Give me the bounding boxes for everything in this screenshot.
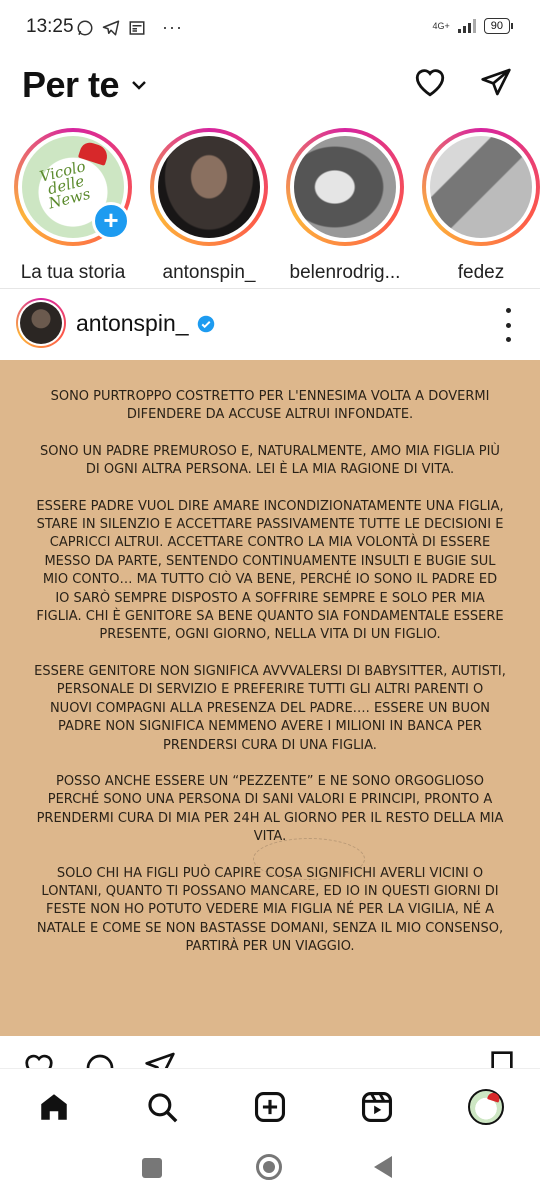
home-button[interactable] (256, 1154, 282, 1180)
direct-messages-button[interactable] (476, 62, 516, 102)
post-author[interactable] (76, 310, 215, 337)
news-icon (128, 19, 146, 37)
nav-search[interactable] (142, 1087, 182, 1127)
story-label: La tua storia (20, 262, 126, 283)
system-nav-bar (0, 1140, 540, 1200)
post-username: antonspin_ (76, 310, 189, 336)
home-icon (37, 1090, 71, 1124)
reels-icon (360, 1090, 394, 1124)
search-icon (145, 1090, 179, 1124)
status-bar (0, 0, 540, 56)
create-icon (253, 1090, 287, 1124)
telegram-icon (102, 19, 120, 37)
post-paragraph: SOLO CHI HA FIGLI PUÒ CAPIRE COSA SIGNIFICHI AVERLI VICINI O LONTANI, QUANTO TI POSSANO MANCARE, ED IO IN QUESTI GIORNI DI FESTE NON HO POTUTO VEDERE MIA FIGLIA NÉ PER LA VIGILIA, NÉ A NATALE E COME SE NON BASTASSE DOMANI, SENZA IL MIO CONSENSO, PARTIRÀ PER UN VIAGGIO. (36, 865, 504, 955)
plus-icon: + (103, 205, 119, 235)
story-label: fedez (457, 262, 505, 283)
post-paragraph: SONO PURTROPPO COSTRETTO PER L'ENNESIMA VOLTA A DOVERMI DIFENDERE DA ACCUSE ALTRUI INFONDATE. (50, 389, 490, 423)
post-author-avatar[interactable] (16, 298, 66, 348)
story-belenrodriguez[interactable] (280, 128, 410, 284)
feed-selector[interactable] (22, 64, 147, 106)
story-ring (422, 128, 540, 246)
post-paragraph: POSSO ANCHE ESSERE UN “PEZZENTE” E NE SONO ORGOGLIOSO PERCHÉ SONO UNA PERSONA DI SANI VALORI E PRINCIPI, PRONTO A PRENDERMI CURA DI MIA PER 24H AL GIORNO PER IL RESTO DELLA MIA VITA. (36, 773, 504, 845)
post-paragraph: SONO UN PADRE PREMUROSO E, NATURALMENTE, AMO MIA FIGLIA PIÙ DI OGNI ALTRA PERSONA. LEI È LA MIA RAGIONE DI VITA. (40, 443, 500, 478)
back-button[interactable] (372, 1154, 396, 1180)
watermark-logo (253, 838, 365, 880)
recents-button[interactable] (142, 1158, 162, 1178)
profile-icon (468, 1089, 504, 1125)
avatar (430, 136, 532, 238)
status-time: 13:25 (26, 16, 74, 37)
signal-icon (458, 19, 476, 33)
chevron-down-icon (131, 80, 147, 90)
avatar (158, 136, 260, 238)
story-ring (14, 128, 132, 246)
nav-home[interactable] (34, 1087, 74, 1127)
story-antonspin[interactable] (144, 128, 274, 284)
story-ring (150, 128, 268, 246)
more-icon[interactable] (498, 308, 518, 342)
whatsapp-icon (76, 19, 94, 37)
send-icon (479, 66, 513, 98)
network-type: 4G+ (432, 20, 450, 31)
status-right (432, 18, 510, 34)
page-title: Per te (22, 64, 120, 105)
status-notification-icons (76, 17, 183, 38)
nav-create[interactable] (250, 1087, 290, 1127)
battery-icon: 90 (484, 18, 510, 34)
nav-reels[interactable] (357, 1087, 397, 1127)
story-your[interactable] (8, 128, 138, 284)
activity-button[interactable] (410, 62, 450, 102)
post-paragraph: ESSERE GENITORE NON SIGNIFICA AVVVALERSI DI BABYSITTER, AUTISTI, PERSONALE DI SERVIZIO E PREFERIRE TUTTI GLI ALTRI PARENTI O NUOVI COMPAGNI ALLA PRESENZA DEL PADRE…. ESSERE UN BUON PADRE NON SIGNIFICA NEMMENO AVERE I MILIONI IN BANCA PER PRENDERSI CURA DI UNA FIGLIA. (34, 663, 506, 753)
heart-icon (413, 66, 447, 98)
verified-icon (197, 315, 215, 333)
post-paragraph: ESSERE PADRE VUOL DIRE AMARE INCONDIZIONATAMENTE UNA FIGLIA, STARE IN SILENZIO E ACCETTARE PASSIVAMENTE TUTTE LE DECISIONI E CAPRICCI ALTRUI. ACCETTARE CONTRO LA MIA VOLONTÀ DI ESSERE MESSO DA PARTE, SENTENDO CONTINUAMENTE INSULTI E BUGIE SUL MIO CONTO… MA TUTTO CIÒ VA BENE, PERCHÉ IO SONO IL PADRE ED IO SARÒ SEMPRE DISPOSTO A SOFFRIRE SEMPRE E SOLO PER MIA FIGLIA. CHI È GENITORE SA BENE QUANTO SIA FONDAMENTALE ESSERE PRESENTE, OGNI GIORNO, NELLA VITA DI UN FIGLIO. (36, 498, 504, 643)
add-story-button[interactable] (92, 202, 130, 240)
divider (0, 288, 540, 289)
post-image[interactable] (0, 360, 540, 1036)
story-label: antonspin_ (162, 262, 256, 283)
more-notifications-icon: ··· (162, 17, 183, 37)
bottom-nav (0, 1068, 540, 1141)
post-text (34, 388, 506, 975)
story-label: belenrodrig... (289, 262, 401, 283)
avatar (294, 136, 396, 238)
story-logo-text: Vicolo delle News (37, 157, 93, 213)
story-ring (286, 128, 404, 246)
story-fedez[interactable] (416, 128, 540, 284)
nav-profile[interactable] (466, 1087, 506, 1127)
